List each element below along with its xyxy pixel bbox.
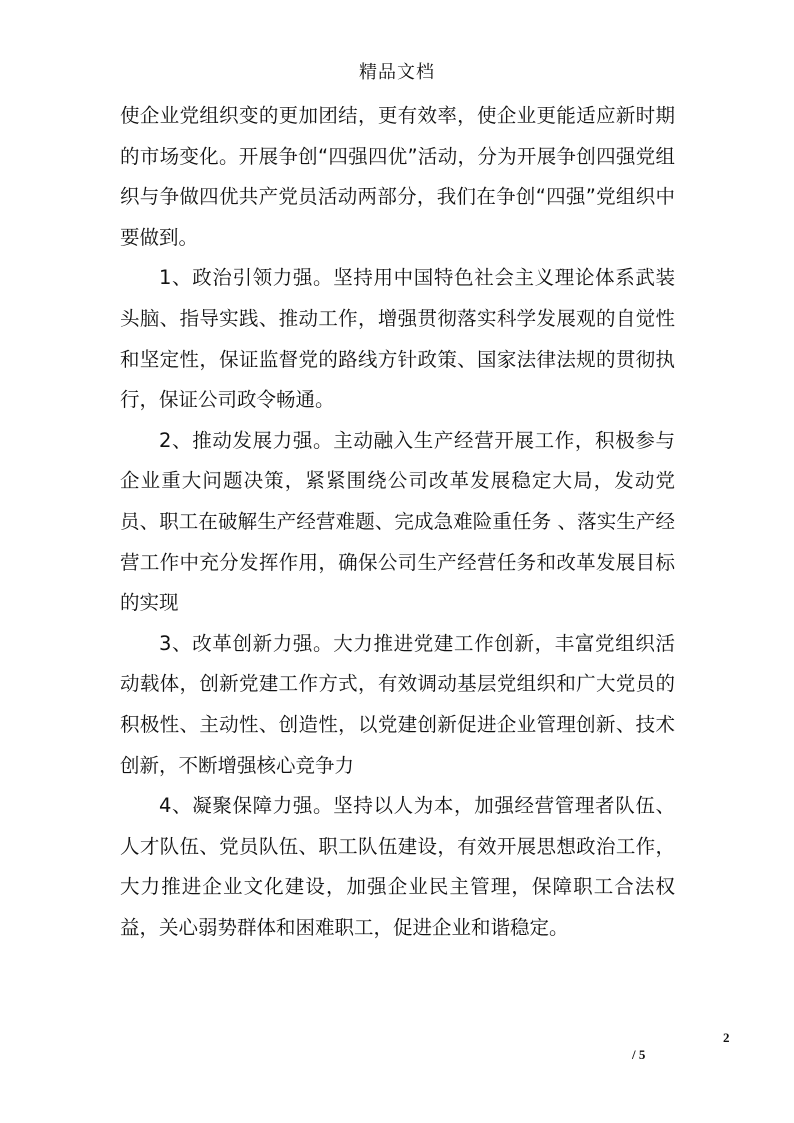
page-header-title: 精品文档 (359, 62, 435, 83)
page-number: 2 (723, 1030, 730, 1045)
paragraph-item-4: 4、凝聚保障力强。坚持以人为本，加强经营管理者队伍、人才队伍、党员队伍、职工队伍建设，有效开展思想政治工作，大力推进企业文化建设，加强企业民主管理，保障职工合法权益，关心弱势群体和困难职工，促进企业和谐稳定。 (120, 794, 675, 939)
page-total: / 5 (632, 1047, 646, 1062)
paragraph-intro: 使企业党组织变的更加团结，更有效率，使企业更能适应新时期的市场变化。开展争创“四强四优”活动，分为开展争创四强党组织与争做四优共产党员活动两部分，我们在争创“四强”党组织中要做到。 (120, 104, 675, 249)
paragraph-item-3: 3、改革创新力强。大力推进党建工作创新，丰富党组织活动载体，创新党建工作方式，有效调动基层党组织和广大党员的积极性、主动性、创造性，以党建创新促进企业管理创新、技术创新，不断增强核心竞争力 (120, 631, 675, 777)
document-body (120, 96, 675, 948)
paragraph-item-1: 1、政治引领力强。坚持用中国特色社会主义理论体系武装头脑、指导实践、推动工作，增强贯彻落实科学发展观的自觉性和坚定性，保证监督党的路线方针政策、国家法律法规的贯彻执行，保证公司政令畅通。 (120, 266, 675, 412)
paragraph-item-2: 2、推动发展力强。主动融入生产经营开展工作，积极参与企业重大问题决策，紧紧围绕公司改革发展稳定大局，发动党员、职工在破解生产经营难题、完成急难险重任务 、落实生产经营工作中充分发挥作用，确保公司生产经营任务和改革发展目标的实现 (120, 428, 675, 615)
